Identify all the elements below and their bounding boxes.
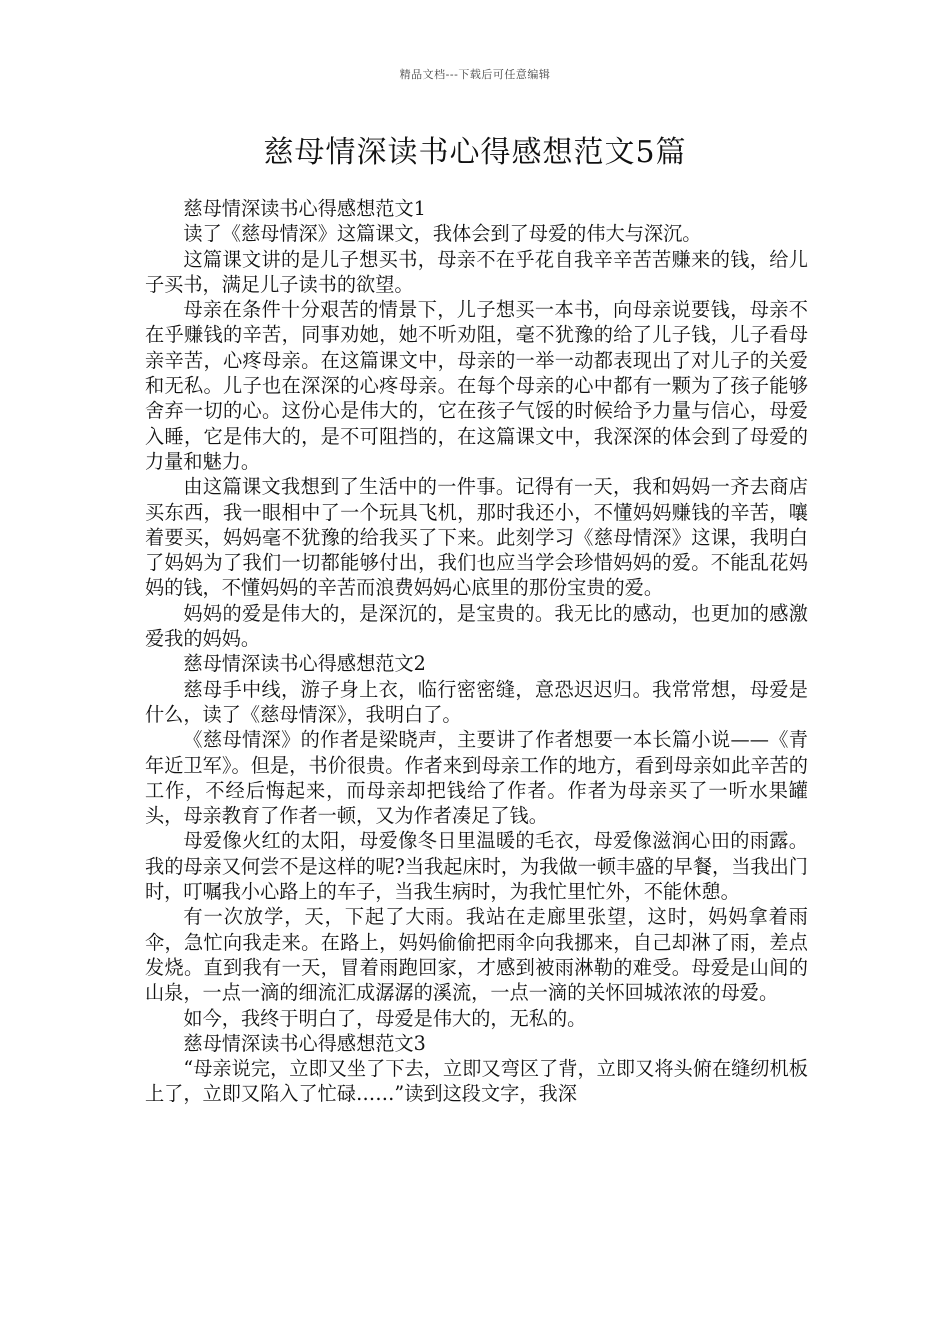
paragraph: 慈母手中线，游子身上衣，临行密密缝，意恐迟迟归。我常常想，母爱是什么，读了《慈母情深》，我明白了。 [145,677,808,726]
paragraph: “母亲说完，立即又坐了下去，立即又弯区了背，立即又将头俯在缝纫机板上了，立即又陷入了忙碌……”读到这段文字，我深 [145,1057,808,1106]
section-heading-1: 慈母情深读书心得感想范文1 [183,197,426,220]
paragraph: 妈妈的爱是伟大的，是深沉的，是宝贵的。我无比的感动，也更加的感激爱我的妈妈。 [145,601,808,651]
paragraph: 读了《慈母情深》这篇课文，我体会到了母爱的伟大与深沉。 [183,222,702,246]
paragraph: 这篇课文讲的是儿子想买书，母亲不在乎花自我辛辛苦苦赚来的钱，给儿子买书，满足儿子读书的欲望。 [145,247,808,296]
paragraph: 母爱像火红的太阳，母爱像冬日里温暖的毛衣，母爱像滋润心田的雨露。我的母亲又何尝不是这样的呢?当我起床时，为我做一顿丰盛的早餐，当我出门时，叮嘱我小心路上的车子，当我生病时，为我忙里忙外，不能休憩。 [145,829,808,904]
section-heading-2: 慈母情深读书心得感想范文2 [183,652,426,676]
paragraph: 有一次放学，天，下起了大雨。我站在走廊里张望，这时，妈妈拿着雨伞，急忙向我走来。在路上，妈妈偷偷把雨伞向我挪来，自己却淋了雨，差点发烧。直到我有一天，冒着雨跑回家，才感到被雨淋勒的难受。母爱是山间的山泉，一点一滴的细流汇成潺潺的溪流，一点一滴的关怀回城浓浓的母爱。 [145,905,808,1005]
paragraph: 由这篇课文我想到了生活中的一件事。记得有一天，我和妈妈一齐去商店买东西，我一眼相中了一个玩具飞机，那时我还小，不懂妈妈赚钱的辛苦，嚷着要买，妈妈毫不犹豫的给我买了下来。此刻学习《慈母情深》这课，我明白了妈妈为了我们一切都能够付出，我们也应当学会珍惜妈妈的爱。不能乱花妈妈的钱，不懂妈妈的辛苦而浪费妈妈心底里的那份宝贵的爱。 [145,475,808,600]
paragraph: 《慈母情深》的作者是梁晓声，主要讲了作者想要一本长篇小说——《青年近卫军》。但是，书价很贵。作者来到母亲工作的地方，看到母亲如此辛苦的工作，不经后悔起来，而母亲却把钱给了作者。作者为母亲买了一听水果罐头，母亲教育了作者一顿，又为作者凑足了钱。 [145,728,808,828]
document-body [145,196,808,1107]
document-title: 慈母情深读书心得感想范文5篇 [263,135,687,170]
paragraph: 母亲在条件十分艰苦的情景下，儿子想买一本书，向母亲说要钱，母亲不在乎赚钱的辛苦，同事劝她，她不听劝阻，毫不犹豫的给了儿子钱，儿子看母亲辛苦，心疼母亲。在这篇课文中，母亲的一举一动都表现出了对儿子的关爱和无私。儿子也在深深的心疼母亲。在每个母亲的心中都有一颗为了孩子能够舍弃一切的心。这份心是伟大的，它在孩子气馁的时候给予力量与信心，母爱入睡，它是伟大的，是不可阻挡的，在这篇课文中，我深深的体会到了母爱的力量和魅力。 [145,298,808,473]
section-heading-3: 慈母情深读书心得感想范文3 [183,1031,426,1055]
page-header: 精品文档---下载后可任意编辑 [399,68,551,81]
paragraph: 如今，我终于明白了，母爱是伟大的，无私的。 [183,1006,587,1030]
